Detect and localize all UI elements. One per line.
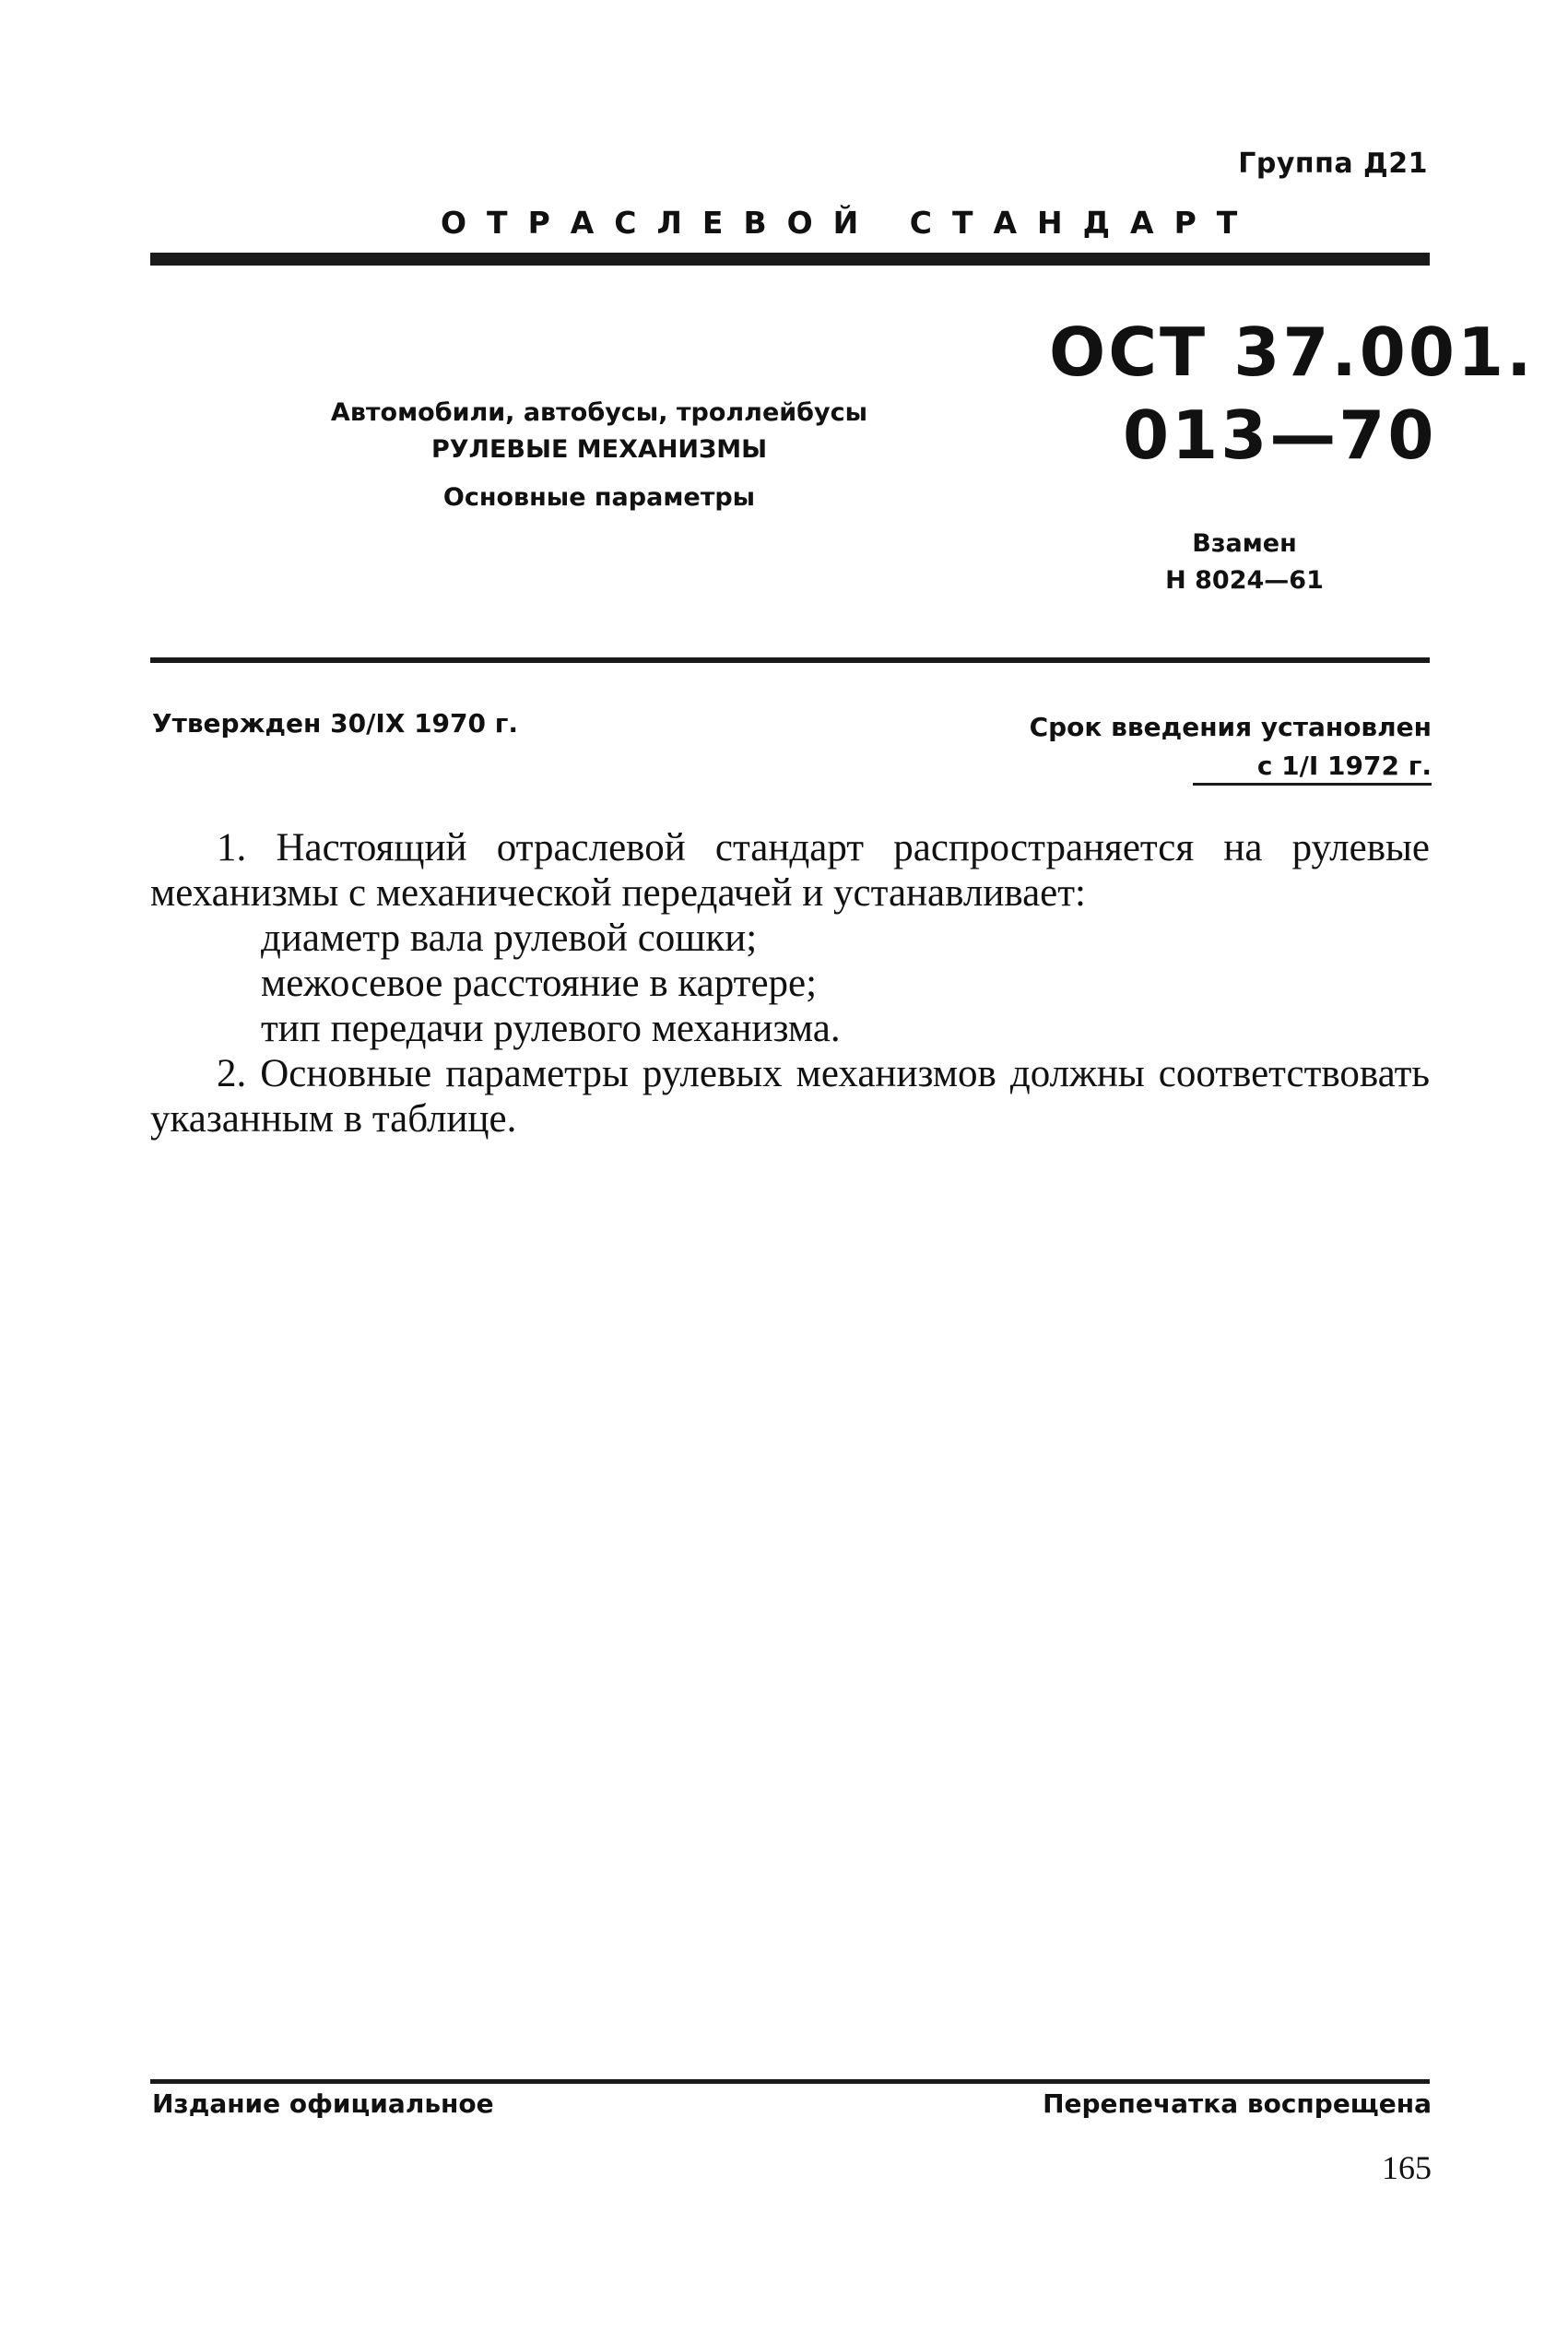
title-subject: Автомобили, автобусы, троллейбусы [330,398,868,427]
page-number: 165 [1382,2149,1432,2186]
document-title [313,395,885,516]
title-main: РУЛЕВЫЕ МЕХАНИЗМЫ [430,435,768,464]
replaces-value: Н 8024—61 [1165,566,1324,595]
list-item: тип передачи рулевого механизма. [261,1007,841,1050]
bottom-divider [150,2079,1430,2084]
replaces-block [1152,526,1337,599]
standard-code-line-2: 013—70 [1123,396,1437,474]
standard-type-heading: ОТРАСЛЕВОЙ СТАНДАРТ [441,205,1258,241]
reprint-prohibited-label: Перепечатка воспрещена [1043,2088,1432,2119]
paragraph-2: 2. Основные параметры рулевых механизмов должны соответствовать указанным в таблице. [150,1052,1430,1141]
paragraph-1: 1. Настоящий отраслевой стандарт распространяется на рулевые механизмы с механической передачей и устанавливает: [150,826,1430,915]
top-divider [150,253,1430,266]
list-item: межосевое расстояние в картере; [261,962,818,1005]
replaces-label: Взамен [1192,529,1297,558]
body-text [150,825,1430,1141]
effective-date-value: с 1/I 1972 г. [1193,750,1432,786]
effective-date-label: Срок введения установлен [1029,712,1432,742]
effective-date-block [1030,708,1432,786]
title-subtitle: Основные параметры [442,483,756,512]
group-label: Группа Д21 [1238,148,1428,180]
official-edition-label: Издание официальное [152,2088,494,2119]
middle-divider [150,657,1430,663]
approval-date: Утвержден 30/IX 1970 г. [152,708,519,739]
list-item: диаметр вала рулевой сошки; [261,917,758,960]
standard-code-line-1: ОСТ 37.001. [1049,313,1535,391]
